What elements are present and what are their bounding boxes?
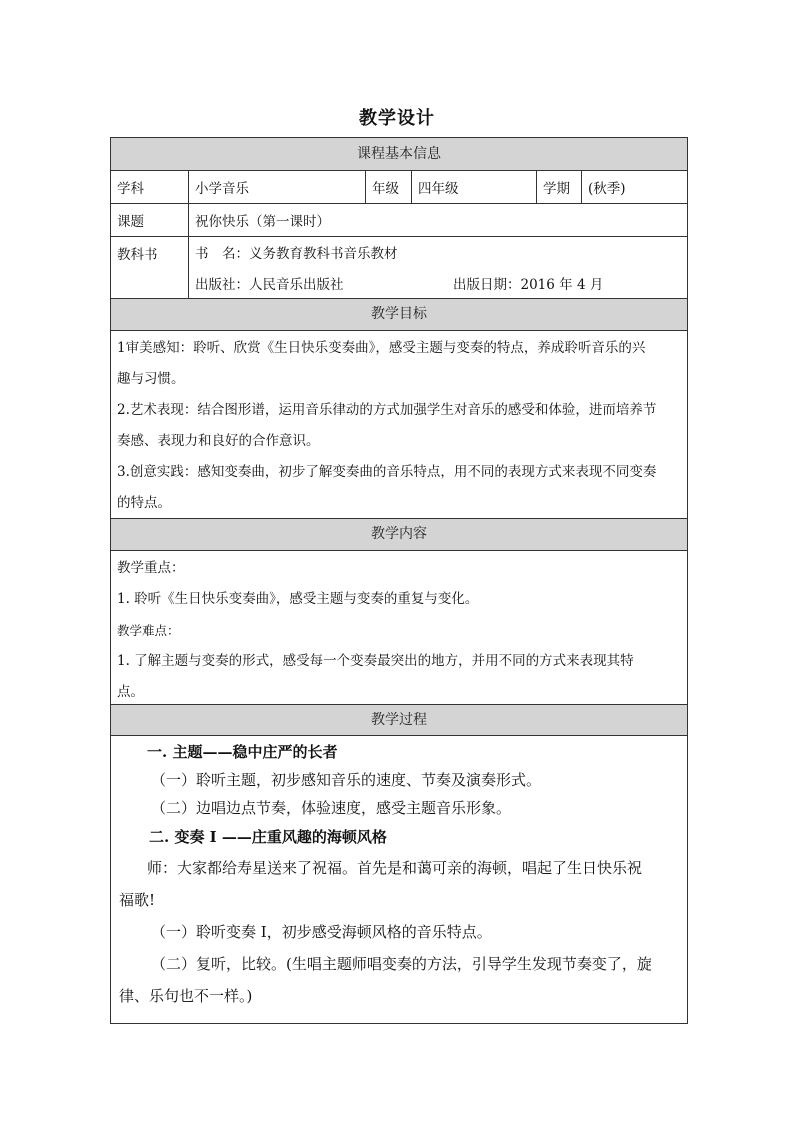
process-line: 律、乐句也不一样。): [119, 987, 253, 1005]
process-heading-1: 一. 主题——稳中庄严的长者: [147, 743, 338, 761]
grade-value: 四年级: [412, 171, 537, 203]
grade-label: 年级: [366, 171, 412, 203]
publisher: 出版社：人民音乐出版社: [195, 277, 344, 293]
process-header: 教学过程: [111, 705, 687, 736]
publish-date: 出版日期：2016 年 4 月: [453, 277, 604, 293]
process-line: 福歌!: [119, 891, 156, 909]
objective-line: 趣与习惯。: [117, 371, 185, 387]
book-name: 书 名：义务教育教科书音乐教材: [195, 246, 398, 262]
lesson-plan-table: [110, 137, 688, 1024]
difficulty-item: 1. 了解主题与变奏的形式，感受每一个变奏最突出的地方，并用不同的方式来表现其特: [117, 653, 634, 669]
subject-label: 学科: [111, 171, 189, 203]
process-line: （二）复听，比较。(生唱主题师唱变奏的方法，引导学生发现节奏变了，旋: [151, 955, 652, 973]
document-title: 教学设计: [359, 108, 435, 129]
difficulty-item-cont: 点。: [117, 684, 144, 700]
objective-line: 1审美感知：聆听、欣赏《生日快乐变奏曲》，感受主题与变奏的特点，养成聆听音乐的兴: [117, 340, 646, 356]
process-line: （二）边唱边点节奏，体验速度，感受主题音乐形象。: [151, 799, 512, 817]
key-points-label: 教学重点：: [117, 560, 185, 576]
process-body: [111, 736, 687, 1023]
textbook-label: 教科书: [111, 237, 189, 298]
topic-value: 祝你快乐（第一课时）: [195, 214, 330, 230]
basic-info-header: 课程基本信息: [111, 138, 687, 171]
topic-label: 课题: [111, 204, 189, 236]
content-body: [111, 551, 687, 705]
term-label: 学期: [537, 171, 582, 203]
process-line: 师：大家都给寿星送来了祝福。首先是和蔼可亲的海顿，唱起了生日快乐祝: [147, 859, 643, 877]
objective-line: 奏感、表现力和良好的合作意识。: [117, 433, 320, 449]
objective-line: 的特点。: [117, 495, 171, 511]
topic-row: [111, 204, 687, 237]
objectives-body: [111, 331, 687, 519]
process-heading-2: 二. 变奏 I ——庄重风趣的海顿风格: [149, 828, 387, 846]
process-line: （一）聆听变奏 I，初步感受海顿风格的音乐特点。: [151, 923, 492, 941]
textbook-row: [111, 237, 687, 299]
objectives-header: 教学目标: [111, 299, 687, 331]
subject-value: 小学音乐: [189, 171, 366, 203]
content-header: 教学内容: [111, 519, 687, 551]
subject-row: [111, 171, 687, 204]
objective-line: 2.艺术表现：结合图形谱，运用音乐律动的方式加强学生对音乐的感受和体验，进而培养节: [117, 402, 657, 418]
key-point-item: 1. 聆听《生日快乐变奏曲》，感受主题与变奏的重复与变化。: [117, 591, 479, 607]
process-line: （一）聆听主题，初步感知音乐的速度、节奏及演奏形式。: [151, 771, 542, 789]
objective-line: 3.创意实践：感知变奏曲，初步了解变奏曲的音乐特点，用不同的表现方式来表现不同变奏: [117, 464, 657, 480]
term-value: (秋季): [588, 181, 626, 197]
difficulty-label: 教学难点：: [117, 623, 180, 638]
